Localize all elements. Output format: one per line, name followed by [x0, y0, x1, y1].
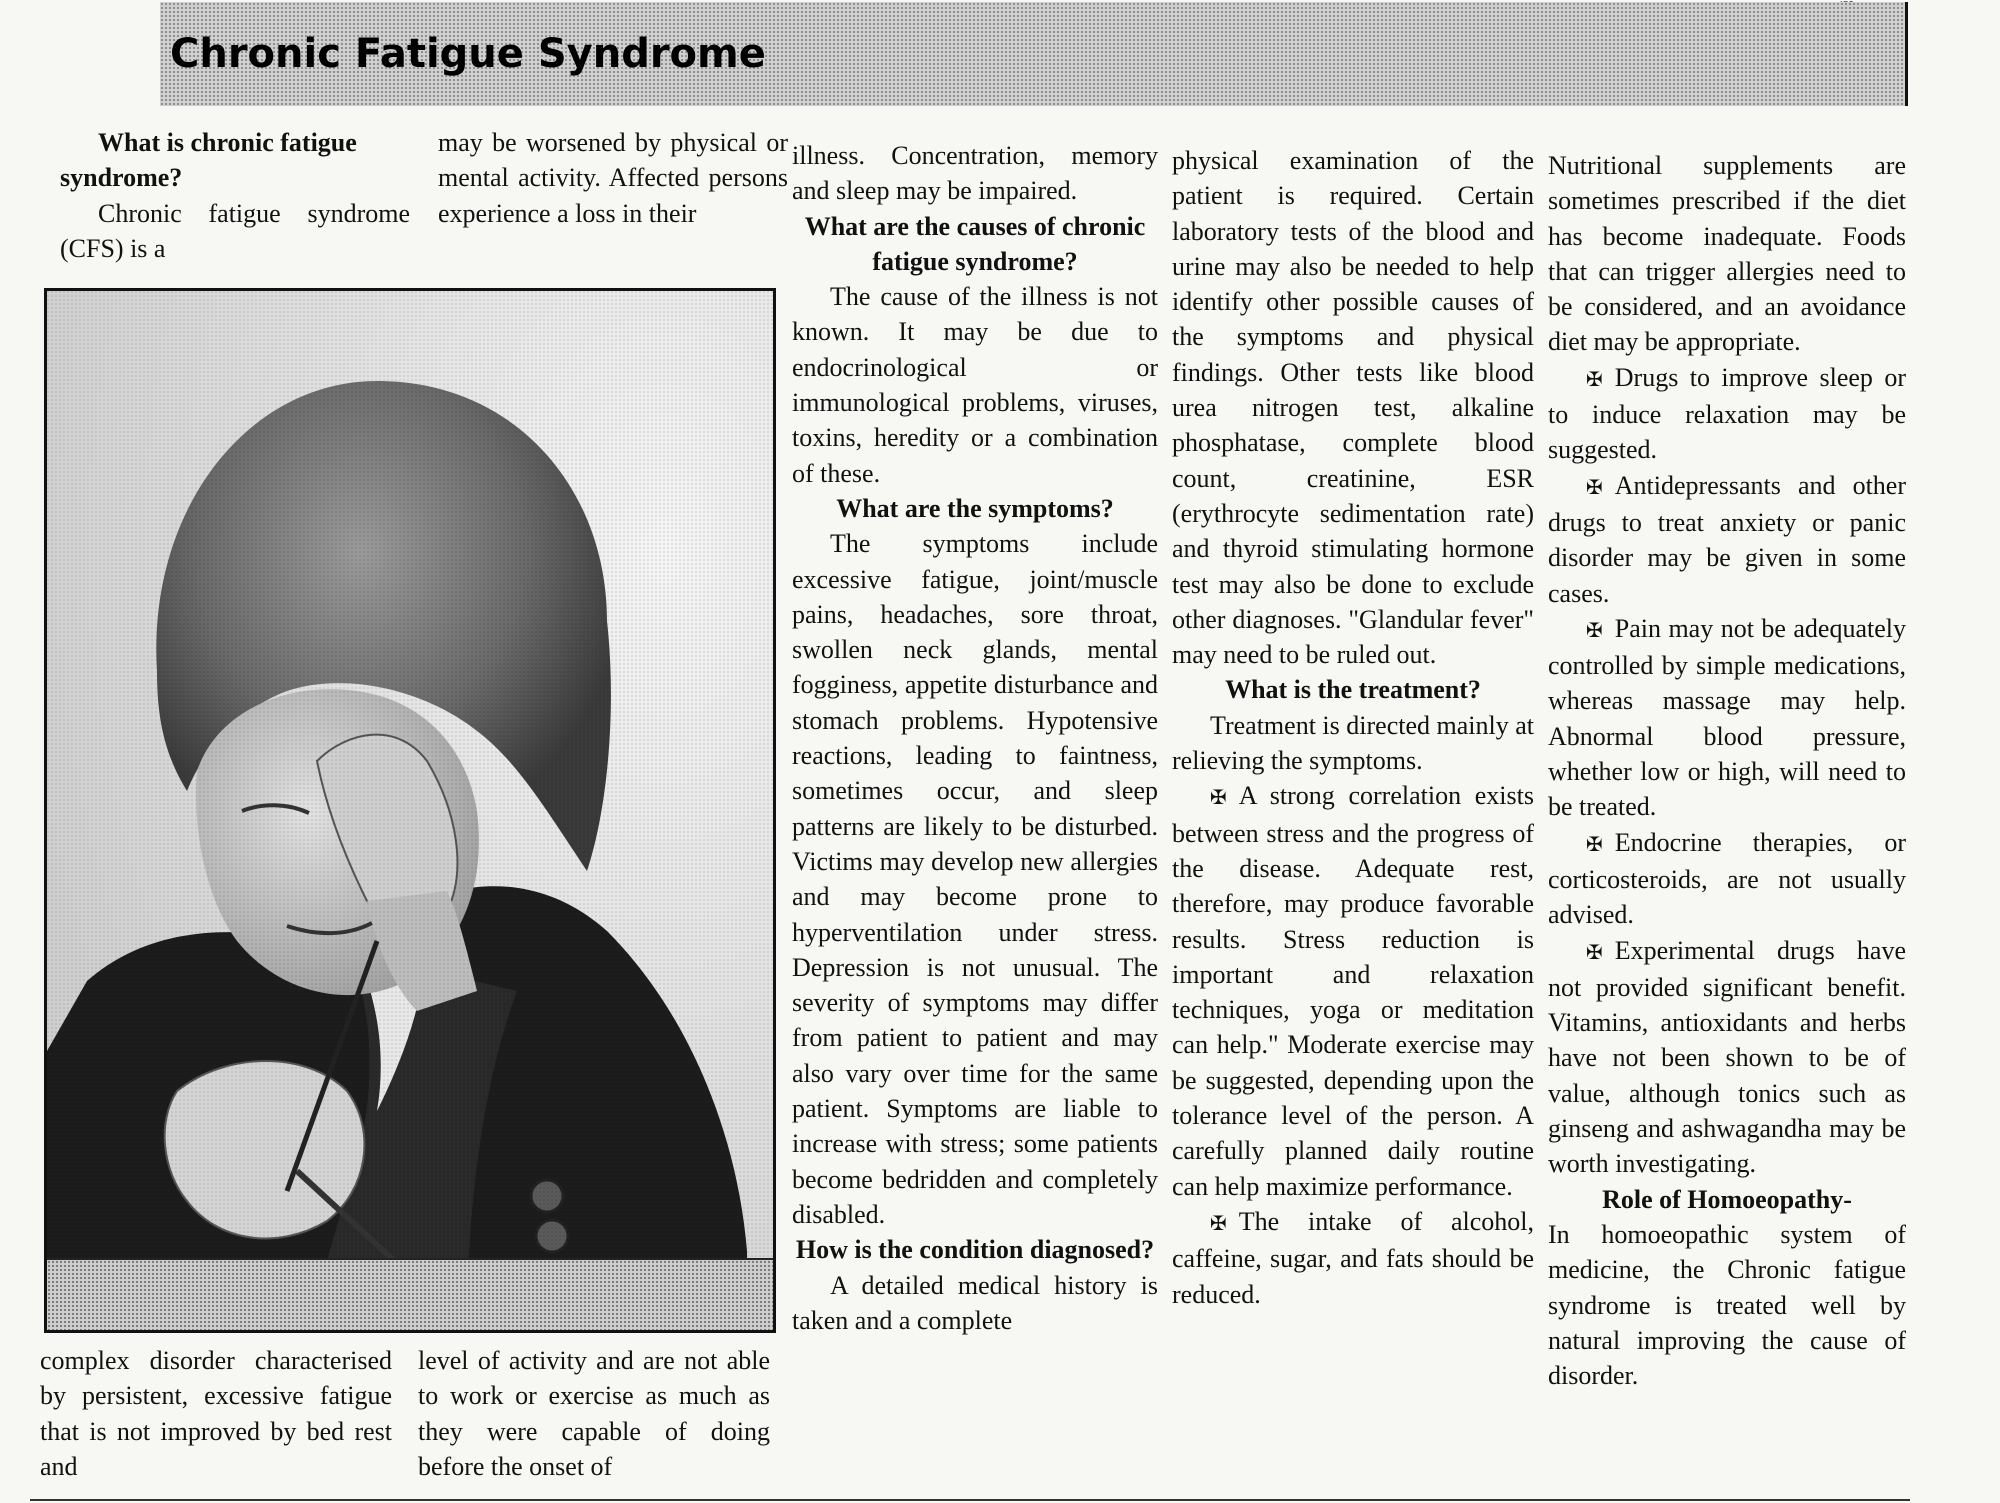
bullet-item [1548, 825, 1906, 933]
intro-text-bottom-1: complex disorder characterised by persistent, excessive fatigue that is not improved by bed rest and [40, 1346, 392, 1481]
bullet-text: The intake of alcohol, caffeine, sugar, and fats should be reduced. [1172, 1206, 1534, 1309]
bullet-item [1548, 933, 1906, 1182]
maltese-cross-icon: ✠ [1586, 939, 1603, 964]
symptoms-heading: What are the symptoms? [836, 493, 1114, 523]
woman-rubbing-eyes-photo [47, 291, 773, 1330]
headline-banner [160, 2, 1908, 106]
bullet-item [1548, 468, 1906, 611]
treatment-heading: What is the treatment? [1225, 675, 1481, 705]
column-5 [1548, 148, 1906, 1498]
maltese-cross-icon: ✠ [1586, 474, 1603, 499]
intro-text-continued: may be worsened by physical or mental activity. Affected persons experience a loss in their [438, 128, 788, 228]
article-title: Chronic Fatigue Syndrome [170, 31, 766, 77]
maltese-cross-icon: ✠ [1210, 1210, 1227, 1235]
bullet-text: Drugs to improve sleep or to induce relaxation may be suggested. [1548, 362, 1906, 465]
bullet-text: Endocrine therapies, or corticosteroids, are not usually advised. [1548, 827, 1906, 930]
intro-conclusion: illness. Concentration, memory and sleep may be impaired. [792, 141, 1158, 206]
intro-heading: What is chronic fatigue syndrome? [60, 128, 357, 193]
bullet-text: Antidepressants and other drugs to treat anxiety or panic disorder may be given in some cases. [1548, 470, 1906, 608]
bullet-item [1548, 360, 1906, 468]
column-2-top [438, 125, 788, 275]
bullet-item [1548, 611, 1906, 825]
column-3 [792, 138, 1158, 1498]
homoeopathy-heading: Role of Homoeopathy- [1602, 1184, 1852, 1214]
treatment-text: Treatment is directed mainly at relieving the symptoms. [1172, 710, 1534, 776]
causes-heading: What are the causes of chronic fatigue syndrome? [804, 211, 1146, 276]
causes-text: The cause of the illness is not known. It may be due to endocrinological or immunological problems, viruses, toxins, heredity or a combination of these. [792, 282, 1158, 488]
column-1-bottom [40, 1343, 392, 1493]
column-4 [1172, 143, 1534, 1498]
column-1-top [60, 125, 410, 275]
photo-bottom-band [47, 1258, 773, 1330]
bullet-item [1172, 778, 1534, 1204]
maltese-cross-icon: ✠ [1210, 785, 1227, 810]
intro-text-start: Chronic fatigue syndrome (CFS) is a [60, 198, 410, 263]
maltese-cross-icon: ✠ [1586, 366, 1603, 391]
bullet-text: Pain may not be adequately controlled by simple medications, whereas massage may help. Abnormal blood pressure, whether low or high, will need to be treated. [1548, 613, 1906, 822]
bullet-text: A strong correlation exists between stress and the progress of the disease. Adequate rest, therefore, may produce favorable results. Stress reduction is important and relaxation techniques, yoga or meditation can help." Moderate exercise may be suggested, depending upon the tolerance level of the person. A carefully planned daily routine can help maximize performance. [1172, 781, 1534, 1201]
bottom-rule [30, 1499, 1910, 1501]
column-2-bottom [418, 1343, 770, 1493]
symptoms-text: The symptoms include excessive fatigue, joint/muscle pains, headaches, sore throat, swollen neck glands, mental fogginess, appetite disturbance and stomach problems. Hypotensive reactions, leading to faintness, sometimes occur, and sleep patterns are likely to be disturbed. Victims may develop new allergies and may become prone to hyperventilation under stress. Depression is not unusual. The severity of symptoms may differ from patient to patient and may also vary over time for the same patient. Symptoms are liable to increase with stress; some patients become bedridden and completely disabled. [792, 529, 1158, 1229]
diagnosis-continued: physical examination of the patient is required. Certain laboratory tests of the blood and urine may also be needed to help identify other possible causes of the symptoms and physical findings. Other tests like blood urea nitrogen test, alkaline phosphatase, complete blood count, creatinine, ESR (erythrocyte sedimentation rate) and thyroid stimulating hormone test may also be done to exclude other diagnoses. "Glandular fever" may need to be ruled out. [1172, 146, 1534, 670]
maltese-cross-icon: ✠ [1586, 617, 1603, 642]
diagnosis-text: A detailed medical history is taken and a complete [792, 1270, 1158, 1335]
bullet-text: Experimental drugs have not provided significant benefit. Vitamins, antioxidants and herbs have not been shown to be of value, although tonics such as ginseng and ashwagandha may be worth investigating. [1548, 935, 1906, 1179]
bullet-item [1172, 1204, 1534, 1312]
maltese-cross-icon: ✠ [1586, 831, 1603, 856]
article-photo [44, 288, 776, 1333]
nutrition-text: Nutritional supplements are sometimes prescribed if the diet has become inadequate. Foods that can trigger allergies need to be considered, and an avoidance diet may be appropriate. [1548, 151, 1906, 357]
intro-text-bottom-2: level of activity and are not able to work or exercise as much as they were capable of doing before the onset of [418, 1346, 770, 1481]
homoeopathy-text: In homoeopathic system of medicine, the Chronic fatigue syndrome is treated well by natural improving the cause of disorder. [1548, 1219, 1906, 1391]
diagnosis-heading: How is the condition diagnosed? [795, 1235, 1155, 1265]
